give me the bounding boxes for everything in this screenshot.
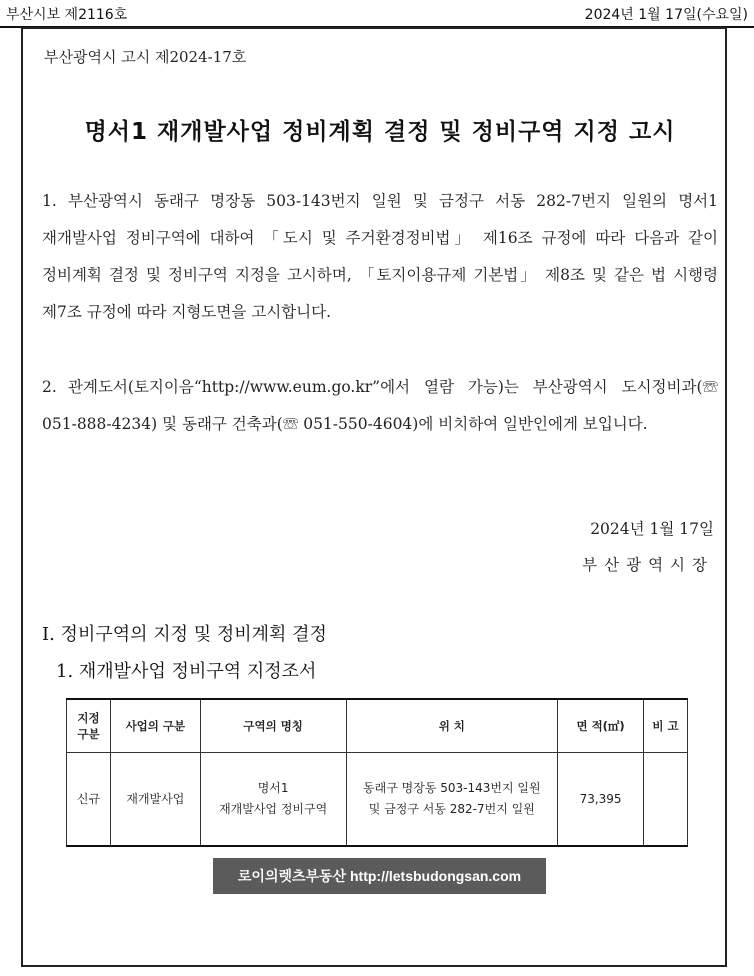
- paragraph-number: 1.: [42, 192, 57, 210]
- zone-name-line: 재개발사업 정비구역: [219, 802, 328, 816]
- gazette-issue: 부산시보 제2116호: [6, 7, 128, 23]
- paragraph-text: 부산광역시 동래구 명장동 503-143번지 일원 및 금정구 서동 282-7번지 일원의 명서1 재개발사업 정비구역에 대하여 「도시 및 주거환경정비법」 제16조 규정에 따라 다음과 같이 정비계획 결정 및 정비구역 지정을 고시하며, 「토지이용규제 기본법」 제8조 및 같은 법 시행령 제7조 규정에 따라 지형도면을 고시합니다.: [42, 192, 718, 321]
- cell-location: [346, 753, 558, 847]
- zone-name-line: 명서1: [257, 781, 289, 795]
- cell-area: 73,395: [558, 753, 644, 847]
- notice-number: 부산광역시 고시 제2024-17호: [44, 48, 247, 66]
- notice-paragraph-2: [42, 369, 718, 443]
- section-subheading: 1. 재개발사업 정비구역 지정조서: [56, 661, 317, 682]
- notice-title: 명서1 재개발사업 정비계획 결정 및 정비구역 지정 고시: [84, 119, 676, 145]
- cell-designation-type: 신규: [67, 753, 111, 847]
- zone-designation-table: [66, 698, 688, 847]
- gazette-date: 2024년 1월 17일(수요일): [584, 7, 748, 23]
- cell-business-type: 재개발사업: [110, 753, 200, 847]
- header-line: 지정: [77, 711, 100, 725]
- location-line: 및 금정구 서동 282-7번지 일원: [368, 802, 535, 816]
- header-area: 면 적(㎡): [558, 699, 644, 753]
- header-location: 위 치: [346, 699, 558, 753]
- table-header-row: [67, 699, 688, 753]
- paragraph-text: 관계도서(토지이음“http://www.eum.go.kr”에서 열람 가능)는 부산광역시 도시정비과(☏ 051-888-4234) 및 동래구 건축과(☏ 051-550-4604)에 비치하여 일반인에게 보입니다.: [42, 378, 718, 433]
- header-line: 구분: [77, 727, 100, 741]
- table-row: [67, 753, 688, 847]
- cell-remarks: [644, 753, 688, 847]
- section-heading: I. 정비구역의 지정 및 정비계획 결정: [42, 624, 327, 645]
- location-line: 동래구 명장동 503-143번지 일원: [363, 781, 541, 795]
- header-designation-type: [67, 699, 111, 753]
- watermark-banner: 로이의렛츠부동산 http://letsbudongsan.com: [213, 858, 546, 894]
- cell-zone-name: [200, 753, 346, 847]
- paragraph-number: 2.: [42, 378, 57, 396]
- notice-paragraph-1: [42, 183, 718, 331]
- notice-date: 2024년 1월 17일: [590, 520, 714, 538]
- header-zone-name: 구역의 명칭: [200, 699, 346, 753]
- header-remarks: 비 고: [644, 699, 688, 753]
- header-business-type: 사업의 구분: [110, 699, 200, 753]
- notice-signer: 부산광역시장: [582, 556, 714, 574]
